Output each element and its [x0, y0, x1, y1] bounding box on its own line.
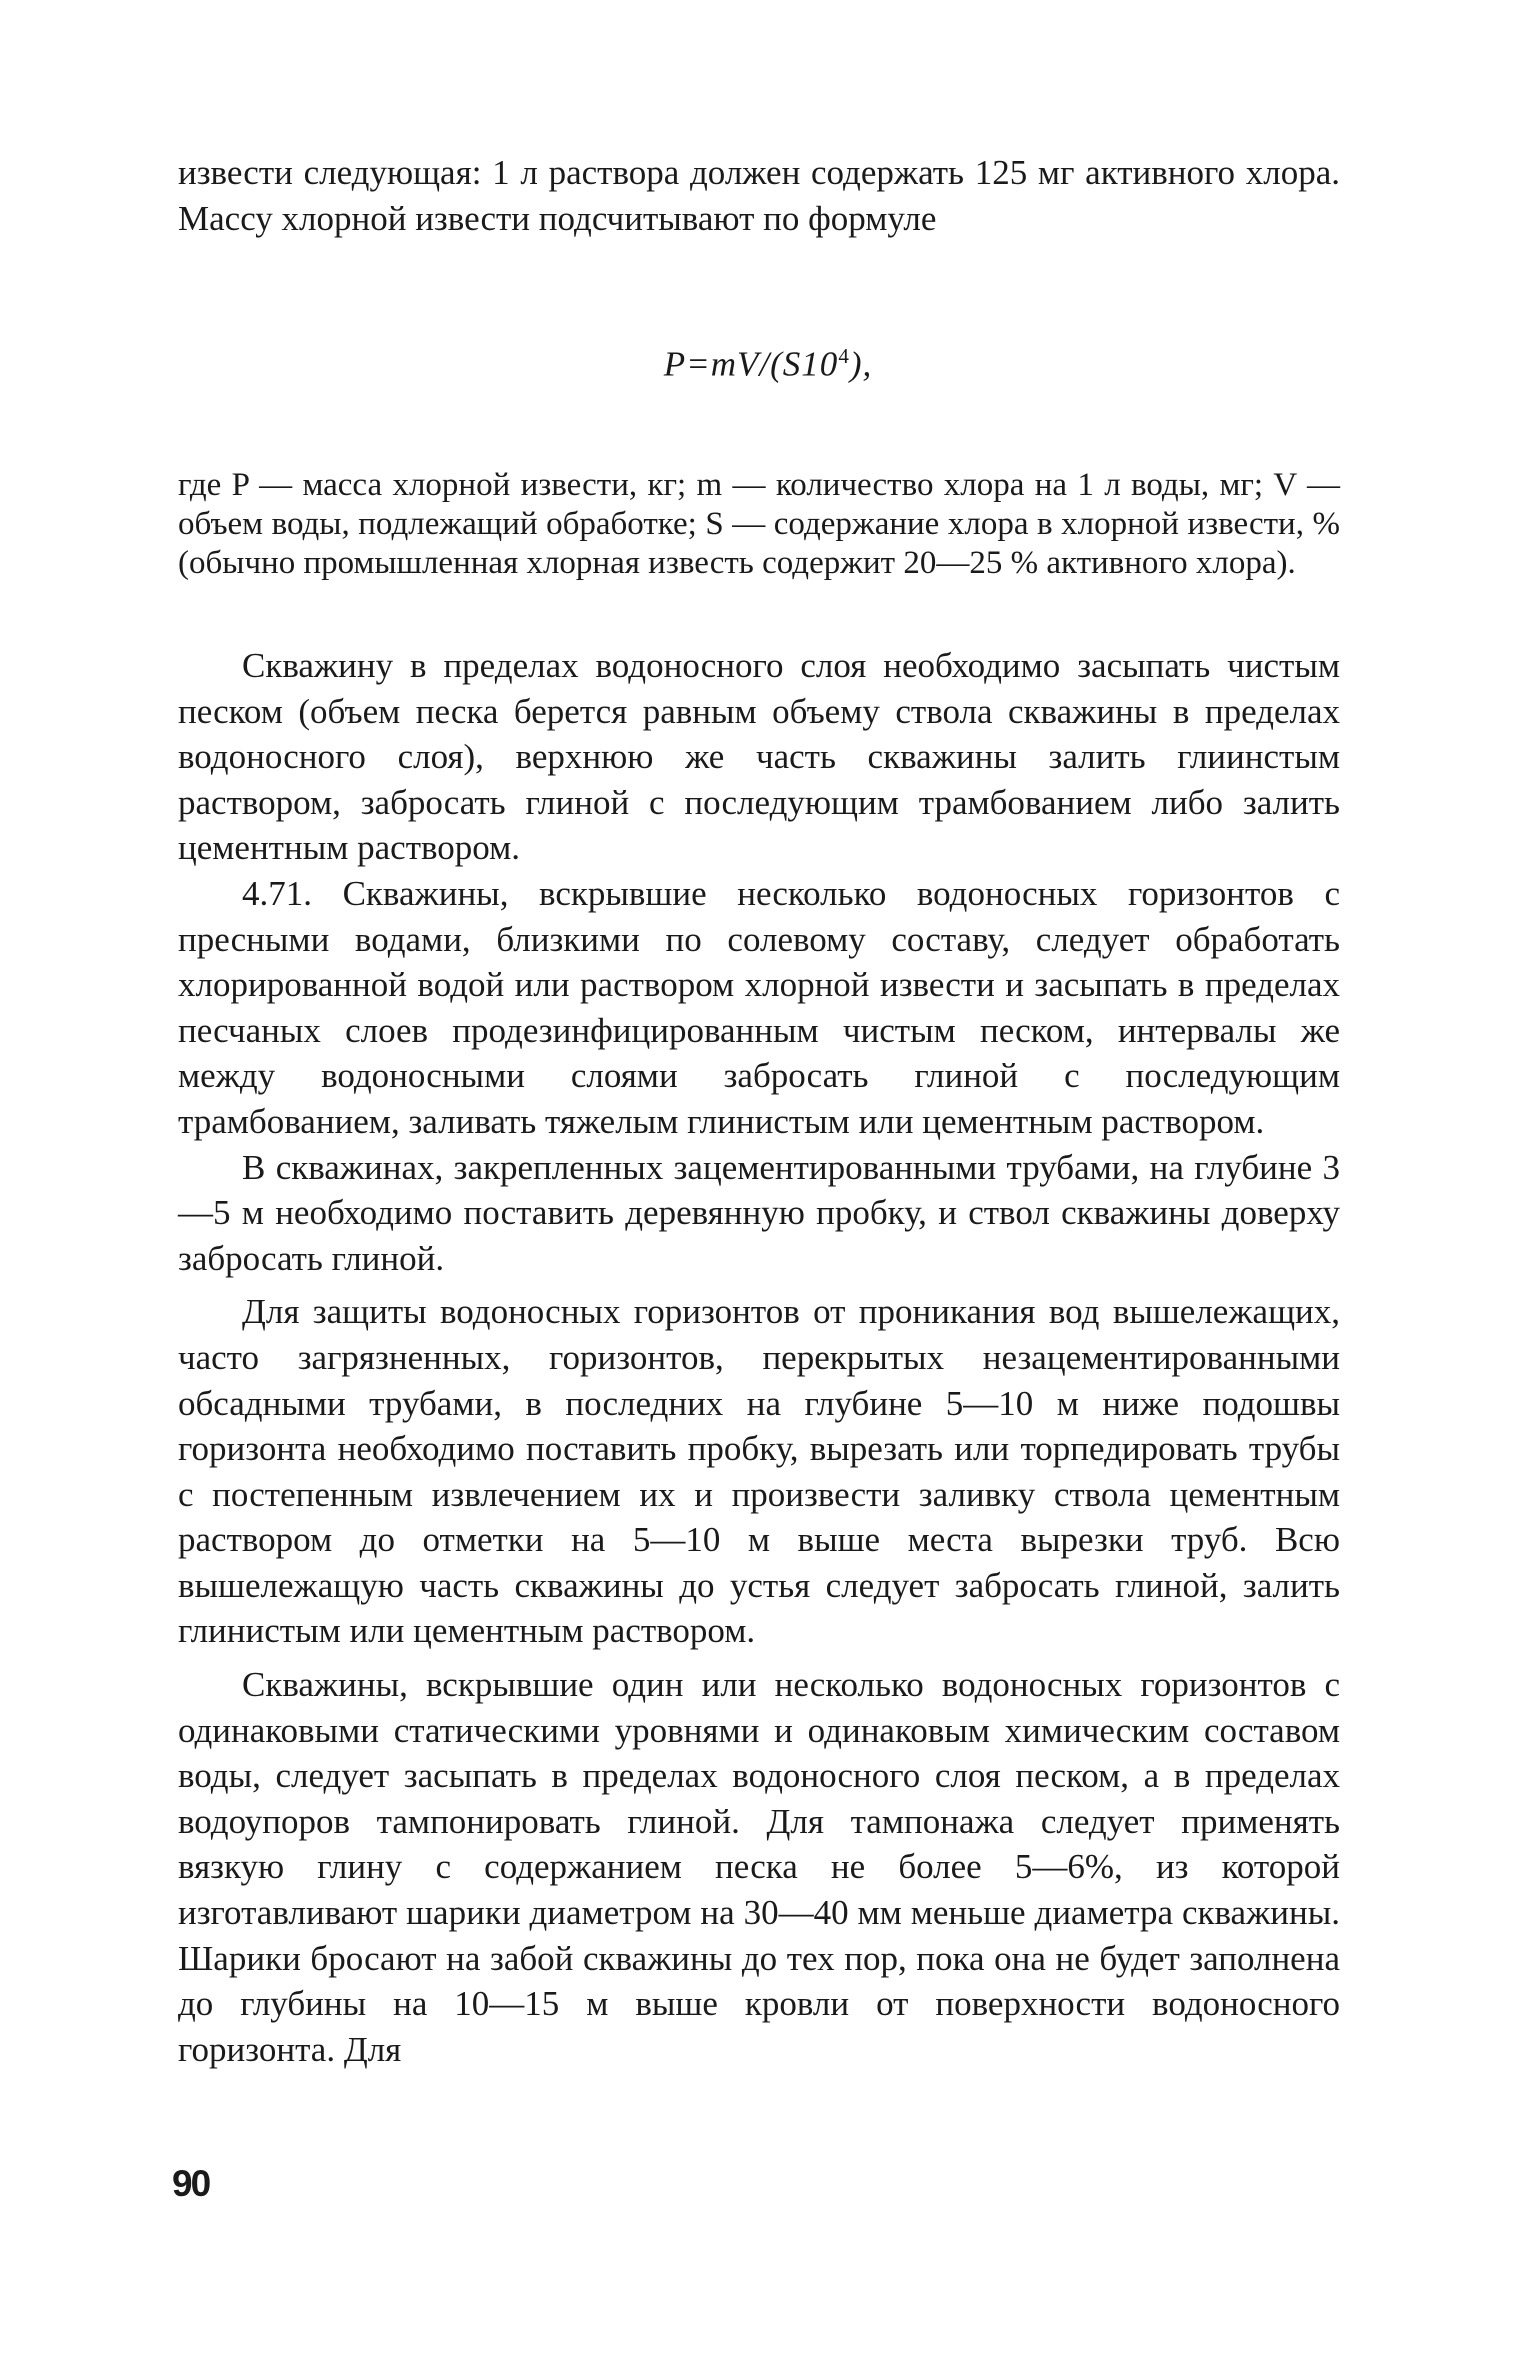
page-number: 90	[172, 2163, 210, 2204]
body-text	[178, 643, 1340, 2072]
paragraph-tamponage: Скважины, вскрывшие один или несколько водоносных горизонтов с одинаковыми статическими уровнями и одинаковым химическим составом воды, следует засыпать в пределах водоносного слоя песком, а в пределах водоупоров тампонировать глиной. Для тампонажа следует применять вязкую глину с содержанием песка не более 5—6%, из которой изготавливают шарики диаметром на 30—40 мм меньше диаметра скважины. Шарики бросают на забой скважины до тех пор, пока она не будет заполнена до глубины на 10—15 м выше кровли от поверхности водоносного горизонта. Для	[178, 1665, 1340, 2069]
intro-text: извести следующая: 1 л раствора должен содержать 125 мг активного хлора. Массу хлорной извести подсчитывают по формуле	[178, 153, 1340, 238]
paragraph-backfill: Скважину в пределах водоносного слоя необходимо засыпать чистым песком (объем песка берется равным объему ствола скважины в пределах водоносного слоя), верхнюю же часть скважины залить глиинстым раствором, забросать глиной с последующим трамбованием либо залить цементным раствором.	[178, 646, 1340, 868]
formula-tail: ),	[849, 344, 873, 384]
formula-legend: где P — масса хлорной извести, кг; m — количество хлора на 1 л воды, мг; V — объем воды, подлежащий обработке; S — содержание хлора в хлорной извести, % (обычно промышленная хлорная известь содержит 20—25 % активного хлора).	[178, 467, 1340, 581]
paragraph-cemented-pipes: В скважинах, закрепленных зацементированными трубами, на глубине 3—5 м необходимо поставить деревянную пробку, и ствол скважины доверху забросать глиной.	[178, 1147, 1340, 1278]
formula-exponent: 4	[838, 344, 850, 368]
chlorine-formula	[0, 344, 1536, 385]
paragraph-aquifer-protection: Для защиты водоносных горизонтов от проникания вод вышележащих, часто загрязненных, горизонтов, перекрытых незацементированными обсадными трубами, в последних на глубине 5—10 м ниже подошвы горизонта необходимо поставить пробку, вырезать или торпедировать трубы с постепенным извлечением их и произвести заливку ствола цементным раствором до отметки на 5—10 м выше места вырезки труб. Всю вышележащую часть скважины до устья следует забросать глиной, залить глинистым или цементным раствором.	[178, 1292, 1340, 1651]
paragraph-section-4-71: 4.71. Скважины, вскрывшие несколько водоносных горизонтов с пресными водами, близкими по солевому составу, следует обработать хлорированной водой или раствором хлорной извести и засыпать в пределах песчаных слоев продезинфицированным чистым песком, интервалы же между водоносными слоями забросать глиной с последующим трамбованием, заливать тяжелым глинистым или цементным раствором.	[178, 873, 1340, 1141]
formula-main: P=mV/(S10	[663, 344, 839, 384]
